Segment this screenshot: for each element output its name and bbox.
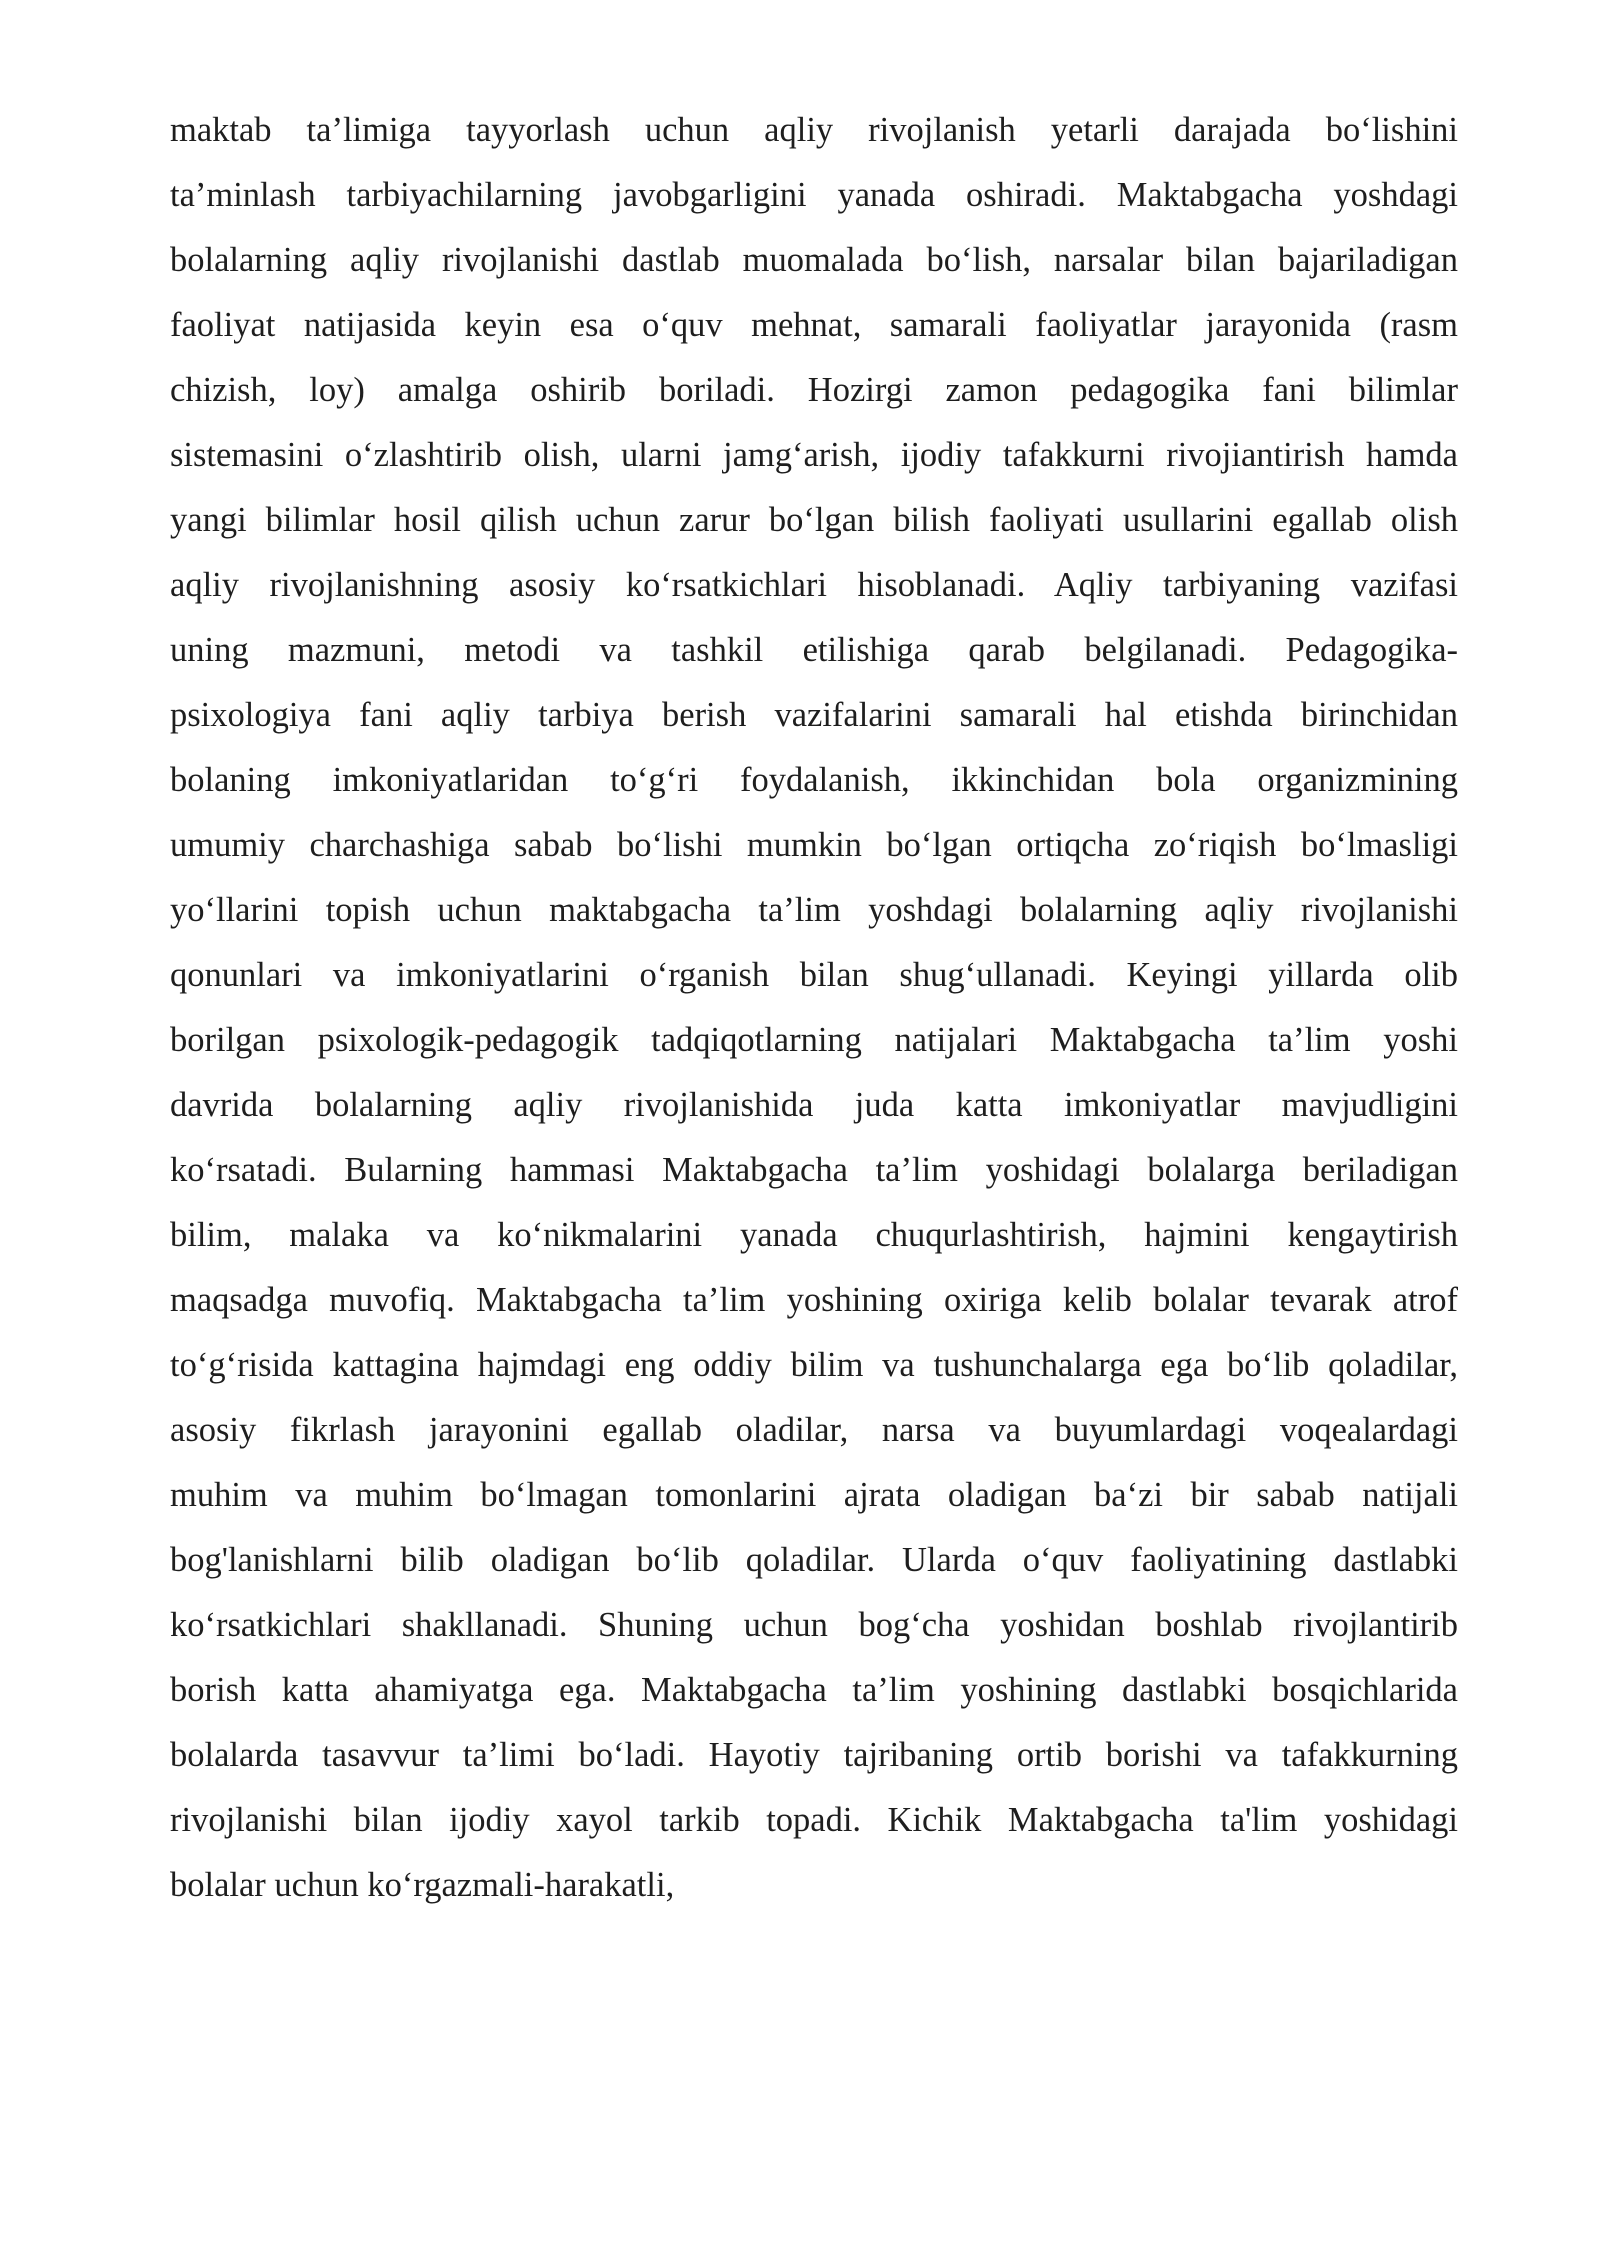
text-line: ko‘rsatkichlari shakllanadi. Shuning uchun bog‘cha yoshidan boshlab rivojlantirib bbox=[170, 1606, 1458, 1644]
text-line: ta’minlash tarbiyachilarning javobgarligini yanada oshiradi. Maktabgacha yoshdagi bbox=[170, 176, 1458, 214]
text-line: aqliy rivojlanishning asosiy ko‘rsatkichlari hisoblanadi. Aqliy tarbiyaning vazifasi bbox=[170, 566, 1458, 604]
text-line: qonunlari va imkoniyatlarini o‘rganish bilan shug‘ullanadi. Keyingi yillarda olib bbox=[170, 956, 1458, 994]
text-line: yangi bilimlar hosil qilish uchun zarur bo‘lgan bilish faoliyati usullarini egallab olish bbox=[170, 501, 1458, 539]
text-line: ko‘rsatadi. Bularning hammasi Maktabgacha ta’lim yoshidagi bolalarga beriladigan bbox=[170, 1151, 1458, 1189]
text-line: davrida bolalarning aqliy rivojlanishida juda katta imkoniyatlar mavjudligini bbox=[170, 1086, 1458, 1124]
text-line: psixologiya fani aqliy tarbiya berish vazifalarini samarali hal etishda birinchidan bbox=[170, 696, 1458, 734]
text-line: bilim, malaka va ko‘nikmalarini yanada chuqurlashtirish, hajmini kengaytirish bbox=[170, 1216, 1458, 1254]
text-line: maqsadga muvofiq. Maktabgacha ta’lim yoshining oxiriga kelib bolalar tevarak atrof bbox=[170, 1281, 1458, 1319]
text-line: bolalarning aqliy rivojlanishi dastlab muomalada bo‘lish, narsalar bilan bajariladigan bbox=[170, 241, 1458, 279]
text-line: borilgan psixologik-pedagogik tadqiqotlarning natijalari Maktabgacha ta’lim yoshi bbox=[170, 1021, 1458, 1059]
text-line: muhim va muhim bo‘lmagan tomonlarini ajrata oladigan ba‘zi bir sabab natijali bbox=[170, 1476, 1458, 1514]
text-line: uning mazmuni, metodi va tashkil etilishiga qarab belgilanadi. Pedagogika- bbox=[170, 631, 1458, 669]
text-line: umumiy charchashiga sabab bo‘lishi mumkin bo‘lgan ortiqcha zo‘riqish bo‘lmasligi bbox=[170, 826, 1458, 864]
text-line: yo‘llarini topish uchun maktabgacha ta’lim yoshdagi bolalarning aqliy rivojlanishi bbox=[170, 891, 1458, 929]
text-line: rivojlanishi bilan ijodiy xayol tarkib topadi. Kichik Maktabgacha ta'lim yoshidagi bbox=[170, 1801, 1458, 1839]
text-line: bolalar uchun ko‘rgazmali-harakatli, bbox=[170, 1866, 675, 1904]
text-line: bog'lanishlarni bilib oladigan bo‘lib qoladilar. Ularda o‘quv faoliyatining dastlabki bbox=[170, 1541, 1458, 1579]
text-line: bolalarda tasavvur ta’limi bo‘ladi. Hayotiy tajribaning ortib borishi va tafakkurning bbox=[170, 1736, 1458, 1774]
body-paragraph bbox=[170, 98, 1458, 1918]
text-line: borish katta ahamiyatga ega. Maktabgacha ta’lim yoshining dastlabki bosqichlarida bbox=[170, 1671, 1458, 1709]
text-line: faoliyat natijasida keyin esa o‘quv mehnat, samarali faoliyatlar jarayonida (rasm bbox=[170, 306, 1458, 344]
text-line: sistemasini o‘zlashtirib olish, ularni jamg‘arish, ijodiy tafakkurni rivojiantirish hamda bbox=[170, 436, 1458, 474]
text-line: asosiy fikrlash jarayonini egallab oladilar, narsa va buyumlardagi voqealardagi bbox=[170, 1411, 1458, 1449]
text-line: maktab ta’limiga tayyorlash uchun aqliy rivojlanish yetarli darajada bo‘lishini bbox=[170, 111, 1458, 149]
text-line: bolaning imkoniyatlaridan to‘g‘ri foydalanish, ikkinchidan bola organizmining bbox=[170, 761, 1458, 799]
text-line: to‘g‘risida kattagina hajmdagi eng oddiy bilim va tushunchalarga ega bo‘lib qoladilar, bbox=[170, 1346, 1458, 1384]
text-line: chizish, loy) amalga oshirib boriladi. Hozirgi zamon pedagogika fani bilimlar bbox=[170, 371, 1458, 409]
